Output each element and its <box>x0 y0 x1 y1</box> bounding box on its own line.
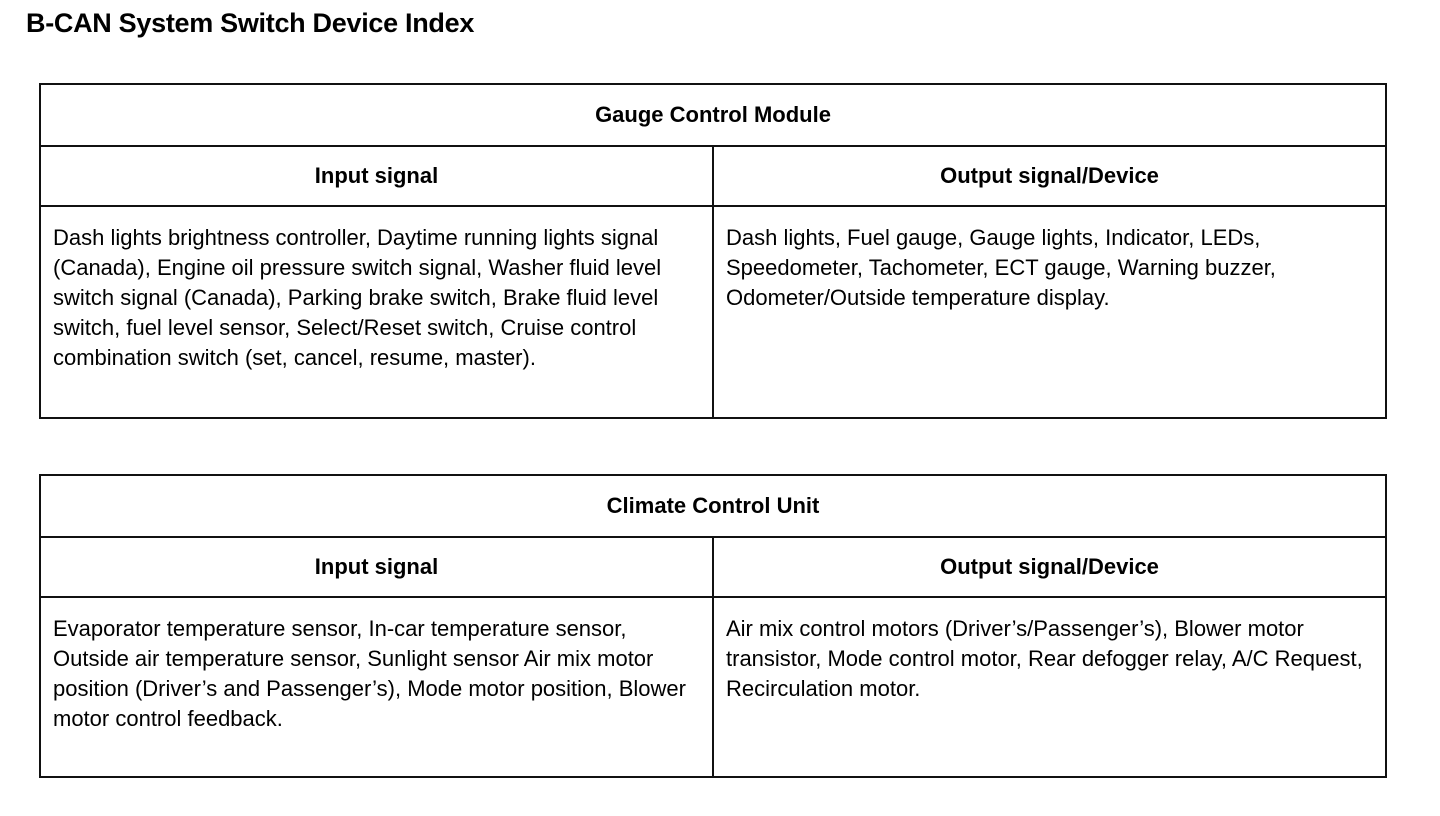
input-signal-header: Input signal <box>40 537 713 597</box>
input-signal-header: Input signal <box>40 146 713 206</box>
output-signal-cell: Air mix control motors (Driver’s/Passenger’s), Blower motor transistor, Mode control motor, Rear defogger relay, A/C Request, Recirculation motor. <box>713 597 1386 777</box>
page-title: B-CAN System Switch Device Index <box>26 8 475 38</box>
input-signal-cell: Dash lights brightness controller, Daytime running lights signal (Canada), Engine oil pressure switch signal, Washer fluid level switch signal (Canada), Parking brake switch, Brake fluid level switch, fuel level sensor, Select/Reset switch, Cruise control combination switch (set, cancel, resume, master). <box>40 206 713 418</box>
climate-control-unit-table <box>39 474 1387 778</box>
module-title: Climate Control Unit <box>40 475 1386 537</box>
output-signal-cell: Dash lights, Fuel gauge, Gauge lights, Indicator, LEDs, Speedometer, Tachometer, ECT gauge, Warning buzzer, Odometer/Outside temperature display. <box>713 206 1386 418</box>
output-signal-header: Output signal/Device <box>713 537 1386 597</box>
output-signal-header: Output signal/Device <box>713 146 1386 206</box>
module-title: Gauge Control Module <box>40 84 1386 146</box>
gauge-control-module-table <box>39 83 1387 419</box>
input-signal-cell: Evaporator temperature sensor, In-car temperature sensor, Outside air temperature sensor, Sunlight sensor Air mix motor position (Driver’s and Passenger’s), Mode motor position, Blower motor control feedback. <box>40 597 713 777</box>
